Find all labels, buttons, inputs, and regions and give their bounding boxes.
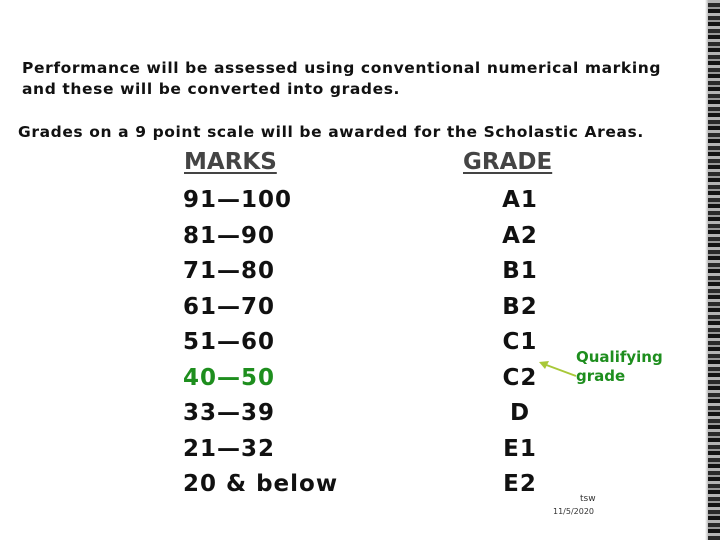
grade-cell: E1 xyxy=(503,435,537,462)
marks-cell: 33—39 xyxy=(183,400,276,426)
marks-cell: 71—80 xyxy=(183,258,276,284)
marks-cell: 91—100 xyxy=(183,187,293,213)
marks-cell: 21—32 xyxy=(183,435,276,462)
grade-column-header: GRADE xyxy=(463,149,553,175)
intro-line-2: and these will be converted into grades. xyxy=(22,80,401,98)
marks-column-header: MARKS xyxy=(184,149,277,175)
qualifying-note-line-2: grade xyxy=(576,367,626,385)
marks-cell: 51—60 xyxy=(183,329,276,355)
grade-cell: E2 xyxy=(503,471,537,497)
qualifying-note-line-1: Qualifying xyxy=(576,348,663,366)
footer-date: 11/5/2020 xyxy=(553,507,595,516)
grade-cell: D xyxy=(509,400,531,426)
grade-cell: B1 xyxy=(502,258,538,284)
grade-cell-qualifying: C2 xyxy=(502,364,538,391)
marks-cell: 81—90 xyxy=(183,222,276,249)
grade-cell: A2 xyxy=(502,222,538,249)
intro-line-1: Performance will be assessed using conventional numerical marking xyxy=(22,59,662,77)
marks-cell-qualifying: 40—50 xyxy=(183,364,276,391)
grade-cell: B2 xyxy=(502,293,538,320)
qualifying-note xyxy=(576,348,686,386)
marks-cell: 20 & below xyxy=(183,471,339,497)
marks-cell: 61—70 xyxy=(183,293,276,320)
grade-cell: C1 xyxy=(502,329,538,355)
decorative-edge-strip xyxy=(708,0,720,540)
grade-cell: A1 xyxy=(502,187,538,213)
footer-author: tsw xyxy=(580,494,596,504)
scale-note: Grades on a 9 point scale will be awarded for the Scholastic Areas. xyxy=(18,123,644,141)
